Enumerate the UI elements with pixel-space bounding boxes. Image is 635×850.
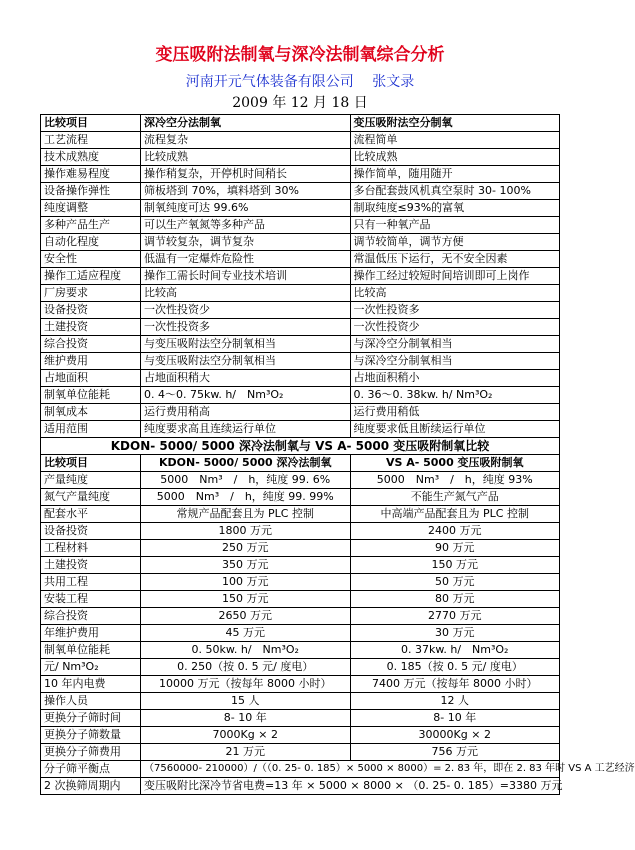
row-label: 自动化程度 xyxy=(41,234,141,251)
cell-value: 操作简单，随用随开 xyxy=(350,166,560,183)
table2-banner-row xyxy=(41,438,560,455)
cycle-row xyxy=(41,778,560,795)
row-label: 设备投资 xyxy=(41,523,141,540)
document-title: 变压吸附法制氧与深冷法制氧综合分析 xyxy=(155,45,445,65)
table-row xyxy=(41,489,560,506)
table-row xyxy=(41,166,560,183)
row-label: 元/ Nm³O₂ xyxy=(41,659,141,676)
row-label: 分子筛平衡点 xyxy=(41,761,141,778)
cell-value: 30000Kg × 2 xyxy=(350,727,560,744)
row-label: 共用工程 xyxy=(41,574,141,591)
table-row xyxy=(41,608,560,625)
cell-value: 10000 万元（按每年 8000 小时） xyxy=(141,676,351,693)
table1-header-row xyxy=(41,115,560,132)
cell-value: 流程简单 xyxy=(350,132,560,149)
table2-header-row xyxy=(41,455,560,472)
cell-value: 多台配套鼓风机真空泵时 30- 100% xyxy=(350,183,560,200)
savings-formula: 变压吸附比深冷节省电费=13 年 × 5000 × 8000 × （0. 25- 0. 185）=3380 万元 xyxy=(141,778,560,795)
cell-value: 45 万元 xyxy=(141,625,351,642)
cell-value: 80 万元 xyxy=(350,591,560,608)
table-row xyxy=(41,506,560,523)
table-row xyxy=(41,727,560,744)
cell-value: 5000 Nm³ / h，纯度 93% xyxy=(350,472,560,489)
row-label: 更换分子筛时间 xyxy=(41,710,141,727)
cell-value: 150 万元 xyxy=(350,557,560,574)
row-label: 设备操作弹性 xyxy=(41,183,141,200)
row-label: 纯度调整 xyxy=(41,200,141,217)
cell-value: 低温有一定爆炸危险性 xyxy=(141,251,351,268)
section-title: KDON- 5000/ 5000 深冷法制氧与 VS A- 5000 变压吸附制氧比较 xyxy=(41,438,560,455)
cell-value: 2770 万元 xyxy=(350,608,560,625)
cell-value: 制取纯度≤93%的富氧 xyxy=(350,200,560,217)
table-row xyxy=(41,591,560,608)
cell-value: 一次性投资少 xyxy=(141,302,351,319)
table-row xyxy=(41,642,560,659)
cell-value: 与变压吸附法空分制氧相当 xyxy=(141,336,351,353)
table-row xyxy=(41,676,560,693)
row-label: 工艺流程 xyxy=(41,132,141,149)
cell-value: 调节较简单，调节方便 xyxy=(350,234,560,251)
table-row xyxy=(41,251,560,268)
row-label: 产量纯度 xyxy=(41,472,141,489)
cell-value: 只有一种氧产品 xyxy=(350,217,560,234)
column-header: 比较项目 xyxy=(41,455,141,472)
cell-value: 流程复杂 xyxy=(141,132,351,149)
row-label: 综合投资 xyxy=(41,336,141,353)
table-row xyxy=(41,659,560,676)
row-label: 工程材料 xyxy=(41,540,141,557)
cell-value: 比较高 xyxy=(141,285,351,302)
table-row xyxy=(41,234,560,251)
cell-value: 中高端产品配套且为 PLC 控制 xyxy=(350,506,560,523)
cell-value: 一次性投资少 xyxy=(350,319,560,336)
table-row xyxy=(41,319,560,336)
table-row xyxy=(41,149,560,166)
column-header: 深冷空分法制氧 xyxy=(141,115,351,132)
cell-value: 0. 50kw. h/ Nm³O₂ xyxy=(141,642,351,659)
row-label: 安全性 xyxy=(41,251,141,268)
cell-value: 筛板塔到 70%，填料塔到 30% xyxy=(141,183,351,200)
column-header: 比较项目 xyxy=(41,115,141,132)
cell-value: 制氧纯度可达 99.6% xyxy=(141,200,351,217)
cell-value: 0. 185（按 0. 5 元/ 度电） xyxy=(350,659,560,676)
table-row xyxy=(41,744,560,761)
document-date: 2009 年 12 月 18 日 xyxy=(232,95,368,111)
table-row xyxy=(41,268,560,285)
table-row xyxy=(41,540,560,557)
cell-value: 150 万元 xyxy=(141,591,351,608)
row-label: 设备投资 xyxy=(41,302,141,319)
row-label: 操作人员 xyxy=(41,693,141,710)
row-label: 更换分子筛数量 xyxy=(41,727,141,744)
table-row xyxy=(41,693,560,710)
table-row xyxy=(41,523,560,540)
cell-value: 5000 Nm³ / h，纯度 99. 6% xyxy=(141,472,351,489)
cell-value: 2400 万元 xyxy=(350,523,560,540)
cell-value: 运行费用稍高 xyxy=(141,404,351,421)
cell-value: 8- 10 年 xyxy=(350,710,560,727)
table-row xyxy=(41,183,560,200)
cell-value: 常温低压下运行，无不安全因素 xyxy=(350,251,560,268)
cell-value: 占地面积稍大 xyxy=(141,370,351,387)
row-label: 适用范围 xyxy=(41,421,141,438)
row-label: 操作难易程度 xyxy=(41,166,141,183)
cell-value: 占地面积稍小 xyxy=(350,370,560,387)
table-row xyxy=(41,370,560,387)
table-row xyxy=(41,353,560,370)
cell-value: 12 人 xyxy=(350,693,560,710)
row-label: 10 年内电费 xyxy=(41,676,141,693)
cell-value: 50 万元 xyxy=(350,574,560,591)
cell-value: 与深冷空分制氧相当 xyxy=(350,336,560,353)
cell-value: 0. 250（按 0. 5 元/ 度电） xyxy=(141,659,351,676)
table-row xyxy=(41,132,560,149)
cell-value: 5000 Nm³ / h，纯度 99. 99% xyxy=(141,489,351,506)
cell-value: 纯度要求高且连续运行单位 xyxy=(141,421,351,438)
row-label: 更换分子筛费用 xyxy=(41,744,141,761)
row-label: 2 次换筛周期内 xyxy=(41,778,141,795)
row-label: 制氧成本 xyxy=(41,404,141,421)
cell-value: 与变压吸附法空分制氧相当 xyxy=(141,353,351,370)
table-row xyxy=(41,302,560,319)
cell-value: 操作工经过较短时间培训即可上岗作 xyxy=(350,268,560,285)
column-header: 变压吸附法空分制氧 xyxy=(350,115,560,132)
cell-value: 30 万元 xyxy=(350,625,560,642)
cell-value: 调节较复杂，调节复杂 xyxy=(141,234,351,251)
table-row xyxy=(41,472,560,489)
cell-value: 常规产品配套且为 PLC 控制 xyxy=(141,506,351,523)
row-label: 技术成熟度 xyxy=(41,149,141,166)
table-row xyxy=(41,557,560,574)
table-row xyxy=(41,574,560,591)
row-label: 综合投资 xyxy=(41,608,141,625)
table-row xyxy=(41,336,560,353)
cell-value: 21 万元 xyxy=(141,744,351,761)
table-row xyxy=(41,710,560,727)
cell-value: 250 万元 xyxy=(141,540,351,557)
cell-value: 0. 4～0. 75kw. h/ Nm³O₂ xyxy=(141,387,351,404)
row-label: 占地面积 xyxy=(41,370,141,387)
cell-value: 可以生产氧氮等多种产品 xyxy=(141,217,351,234)
cell-value: 1800 万元 xyxy=(141,523,351,540)
table-row xyxy=(41,625,560,642)
row-label: 配套水平 xyxy=(41,506,141,523)
cell-value: 一次性投资多 xyxy=(141,319,351,336)
row-label: 土建投资 xyxy=(41,557,141,574)
cell-value: 不能生产氮气产品 xyxy=(350,489,560,506)
table-row xyxy=(41,200,560,217)
cell-value: 比较成熟 xyxy=(350,149,560,166)
cell-value: 100 万元 xyxy=(141,574,351,591)
row-label: 厂房要求 xyxy=(41,285,141,302)
cell-value: 0. 36～0. 38kw. h/ Nm³O₂ xyxy=(350,387,560,404)
cell-value: 756 万元 xyxy=(350,744,560,761)
comparison-table xyxy=(40,114,635,795)
row-label: 维护费用 xyxy=(41,353,141,370)
author-line: 河南开元气体装备有限公司 张文录 xyxy=(185,74,415,90)
cell-value: 比较高 xyxy=(350,285,560,302)
row-label: 土建投资 xyxy=(41,319,141,336)
table-row xyxy=(41,217,560,234)
cell-value: 7400 万元（按每年 8000 小时） xyxy=(350,676,560,693)
cell-value: 与深冷空分制氧相当 xyxy=(350,353,560,370)
comparison-table-body xyxy=(41,115,635,795)
column-header: VS A- 5000 变压吸附制氧 xyxy=(350,455,560,472)
balance-formula: （7560000- 210000）/（（0. 25- 0. 185）× 5000 × 8000）= 2. 83 年，即在 2. 83 年时 VS A 工艺经济 xyxy=(141,761,560,778)
row-label: 多种产品生产 xyxy=(41,217,141,234)
row-label: 安装工程 xyxy=(41,591,141,608)
cell-value: 2650 万元 xyxy=(141,608,351,625)
table-row xyxy=(41,404,560,421)
row-label: 操作工适应程度 xyxy=(41,268,141,285)
cell-value: 7000Kg × 2 xyxy=(141,727,351,744)
cell-value: 操作工需长时间专业技术培训 xyxy=(141,268,351,285)
cell-value: 运行费用稍低 xyxy=(350,404,560,421)
table-row xyxy=(41,421,560,438)
row-label: 制氧单位能耗 xyxy=(41,642,141,659)
cell-value: 比较成熟 xyxy=(141,149,351,166)
cell-value: 操作稍复杂，开停机时间稍长 xyxy=(141,166,351,183)
row-label: 氮气产量纯度 xyxy=(41,489,141,506)
cell-value: 350 万元 xyxy=(141,557,351,574)
row-label: 制氧单位能耗 xyxy=(41,387,141,404)
cell-value: 纯度要求低且断续运行单位 xyxy=(350,421,560,438)
table-row xyxy=(41,387,560,404)
row-label: 年维护费用 xyxy=(41,625,141,642)
table-row xyxy=(41,285,560,302)
column-header: KDON- 5000/ 5000 深冷法制氧 xyxy=(141,455,351,472)
cell-value: 90 万元 xyxy=(350,540,560,557)
balance-row xyxy=(41,761,560,778)
cell-value: 一次性投资多 xyxy=(350,302,560,319)
cell-value: 8- 10 年 xyxy=(141,710,351,727)
cell-value: 15 人 xyxy=(141,693,351,710)
cell-value: 0. 37kw. h/ Nm³O₂ xyxy=(350,642,560,659)
